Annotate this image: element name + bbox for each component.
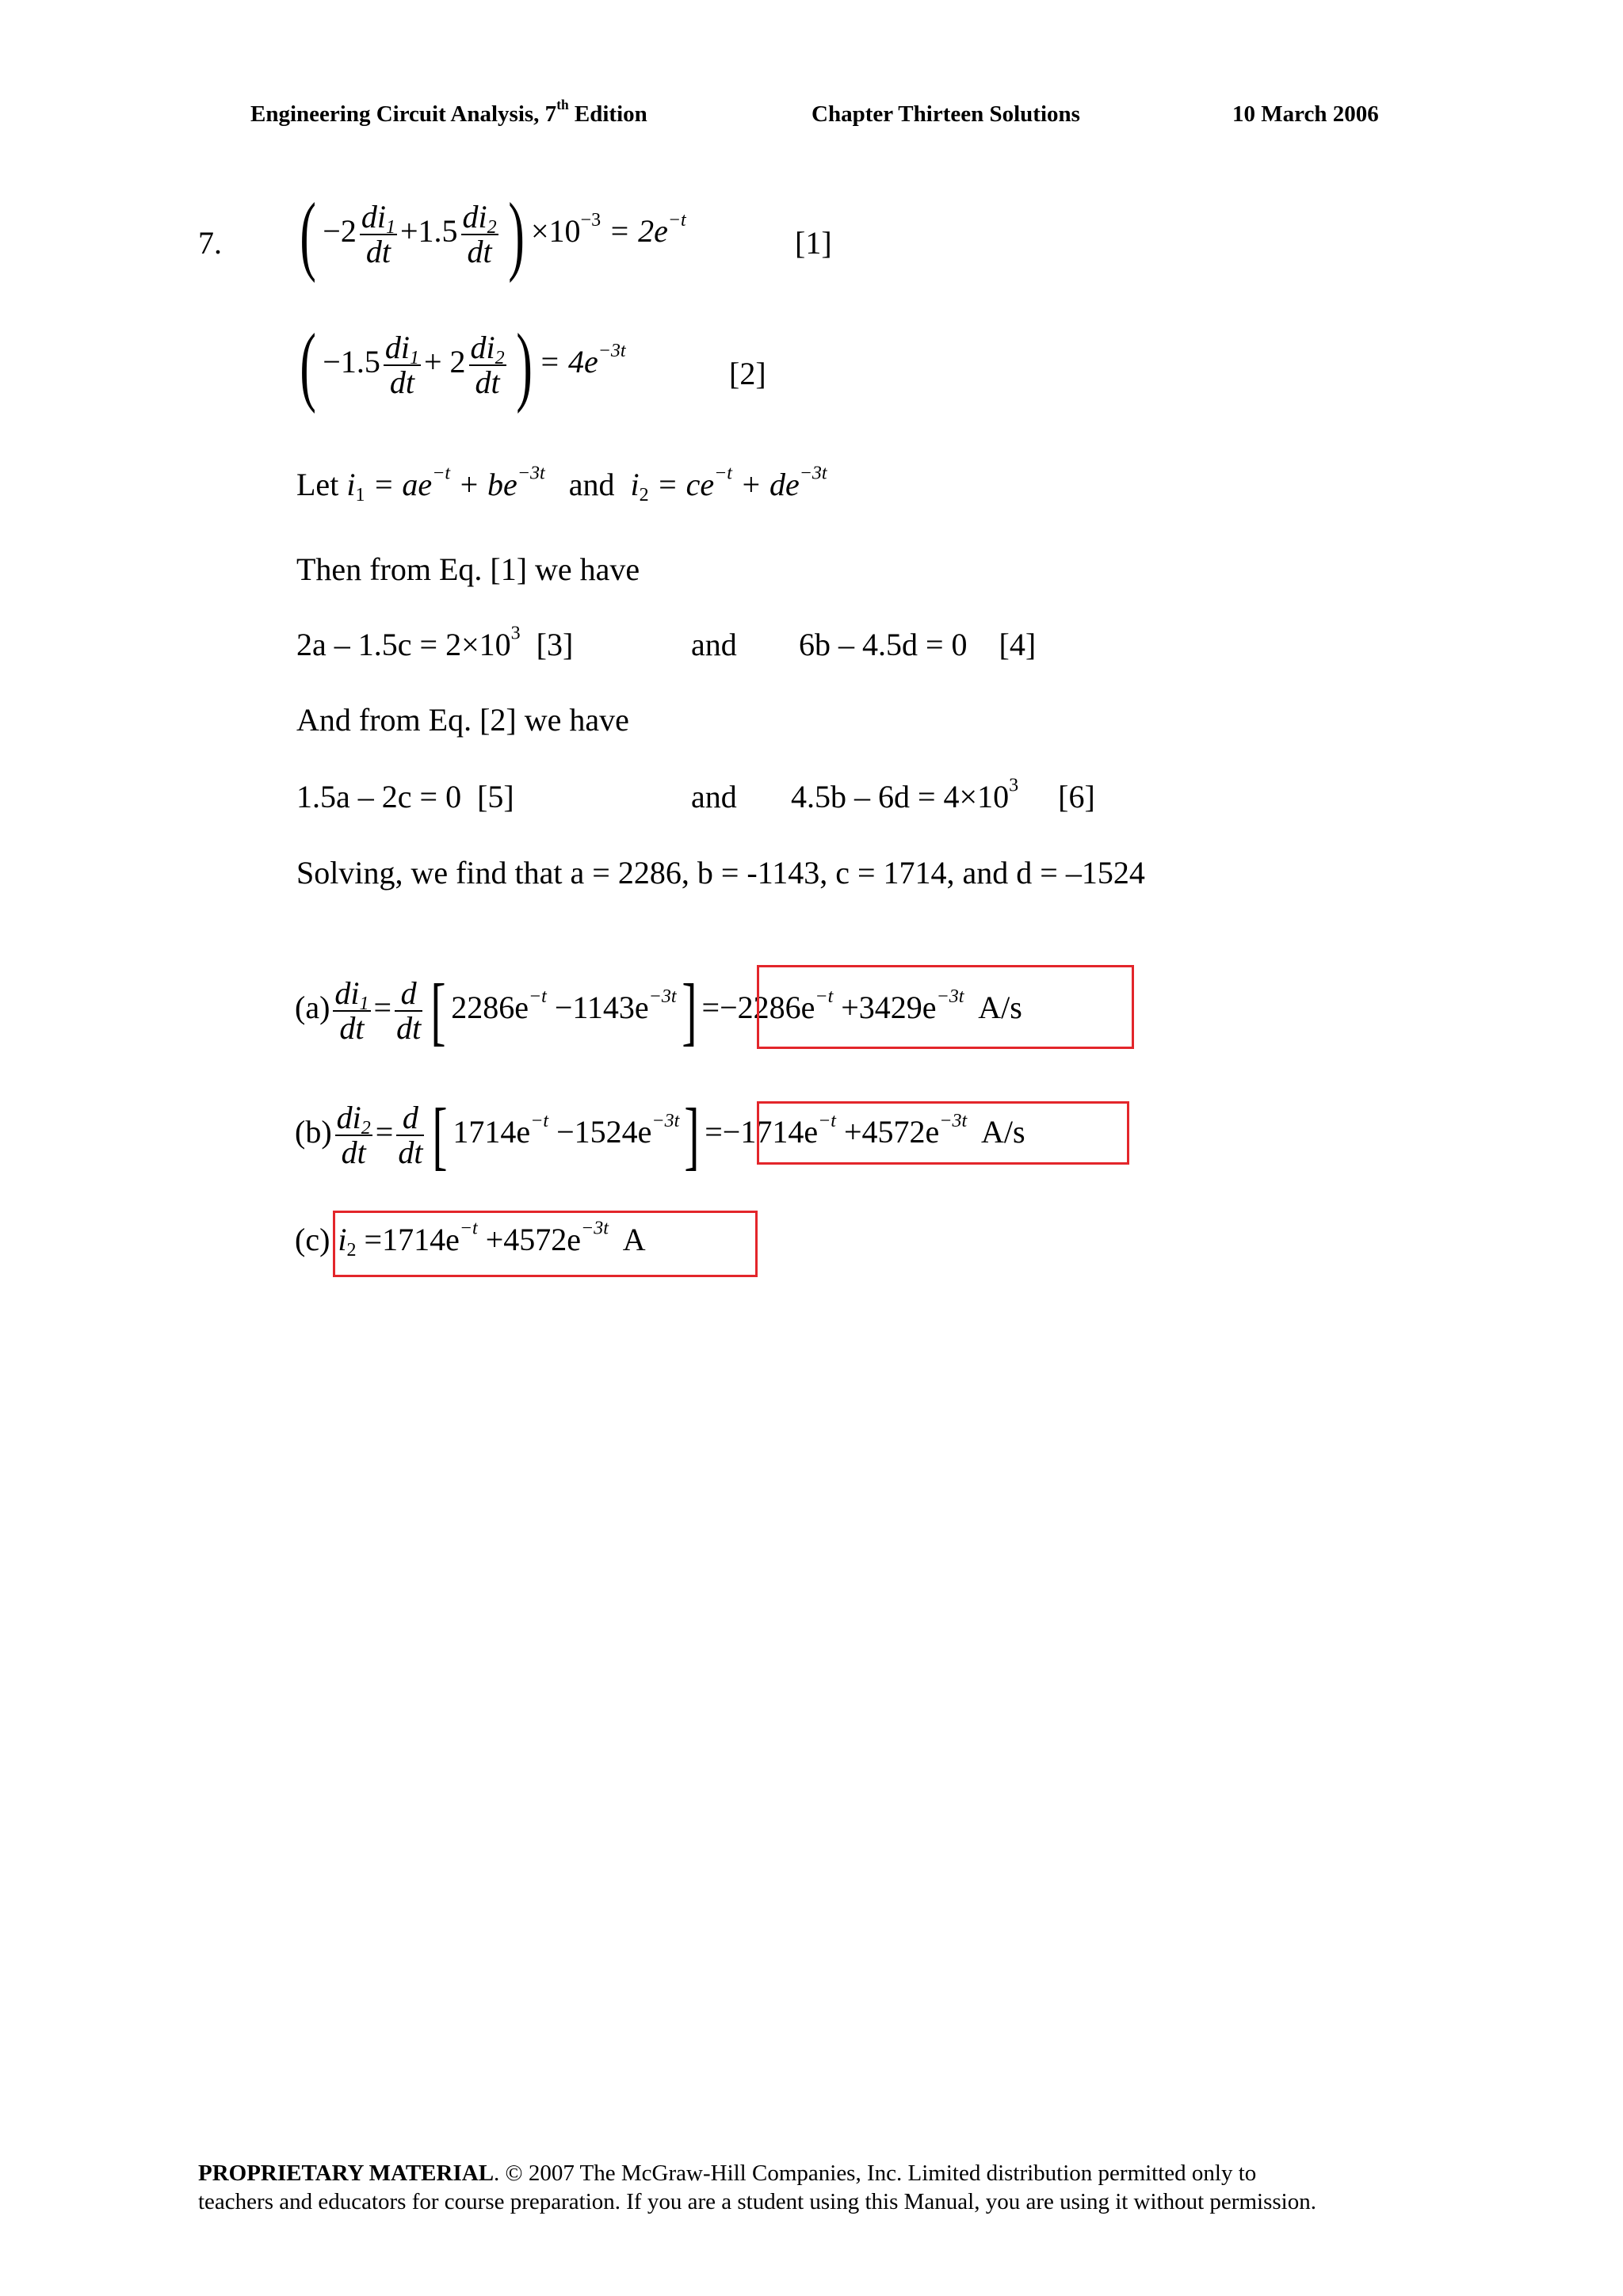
equation-4: 6b – 4.5d = 0 [4] [799,627,1037,662]
part-c-equation: (c) $i_2 =1714e^{-t} +4572e^{-3t}$ A [295,1218,646,1261]
equation-3: $2a - 1.5c = 2\times 10^3$ [3] [296,623,574,662]
header-book-title: Engineering Circuit Analysis, 7th Edition [250,97,647,127]
and-text-1: and [691,627,737,662]
and-from-eq2: And from Eq. [2] we have [296,702,629,738]
and-text-2: and [691,779,737,814]
header-date: 10 March 2006 [1232,101,1379,127]
solution-values: Solving, we find that a = 2286, b = -1143, c = 1714, and d = –1524 [296,855,1145,891]
part-a-equation: (a) $\frac{di_1}{dt}$ = $\frac{d}{dt}$ [ $2286e^{-t} -1143e^{-3t}] =-2286e^{-t} +3429e^{-3t}$ A/s [295,968,1022,1053]
equation-2: ( −1.5 $\frac{di_1}{dt}$ + 2 $\frac{di_2}{dt}$ ) = $4e^{-3t}$ [300,316,626,414]
answer-box-c [333,1211,758,1277]
answer-box-a [757,965,1134,1049]
let-line: Let $i_1 = ae^{-t} + be^{-3t}$ and $i_2 = ce^{-t} + de^{-3t}$ [296,463,827,506]
answer-box-b [757,1101,1129,1165]
equation-5: 1.5a – 2c = 0 [5] [296,779,514,814]
equation-6: $4.5b - 6d = 4\times 10^3$ [6] [791,775,1095,814]
equation-2-tag: [2] [729,356,766,391]
equation-1-tag: [1] [795,225,832,261]
part-b-equation: (b) $\frac{di_2}{dt}$ = $\frac{d}{dt}$ [ $1714e^{-t} -1524e^{-3t}] =-1714e^{-t} +4572e^{-3t}$ A/s [295,1093,1025,1177]
footer-line-2: teachers and educators for course preparation. If you are a student using this Manual, you are using it without permission. [198,2189,1316,2214]
footer-line-1: PROPRIETARY MATERIAL. © 2007 The McGraw-Hill Companies, Inc. Limited distribution permitted only to [198,2161,1257,2186]
header-chapter: Chapter Thirteen Solutions [812,101,1080,127]
equation-1: ( −2 $\frac{di_1}{dt}$ +1.5 $\frac{di_2}{dt}$ ) $\times 10^{-3} = 2e^{-t}$ [300,185,686,284]
problem-number: 7. [198,225,222,261]
then-from-eq1: Then from Eq. [1] we have [296,551,640,587]
